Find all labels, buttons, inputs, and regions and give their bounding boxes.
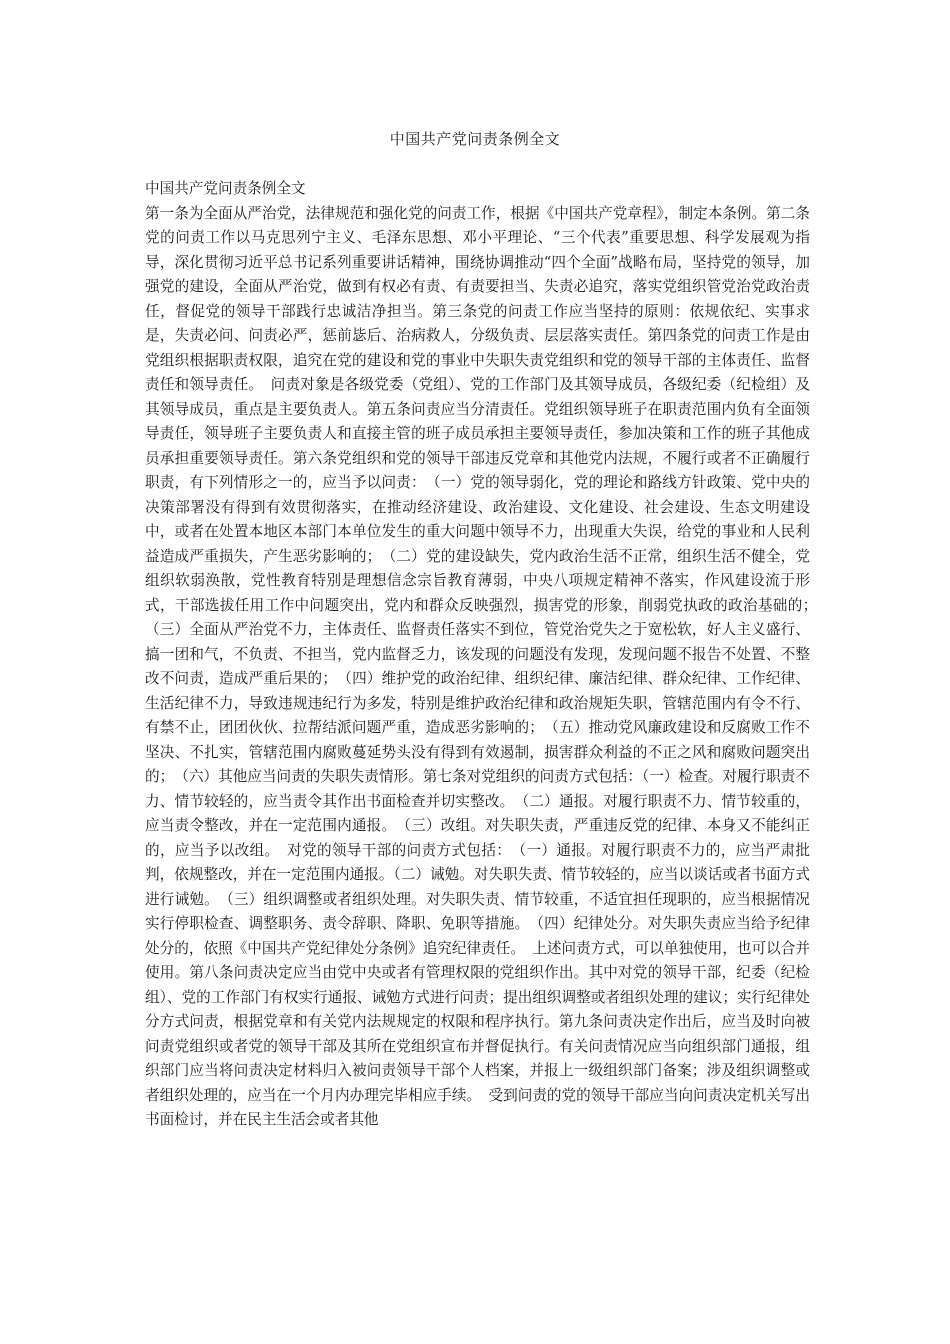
- document-subtitle: 中国共产党问责条例全文: [145, 180, 306, 197]
- document-title: 中国共产党问责条例全文: [389, 130, 561, 148]
- document-paragraph: 第一条为全面从严治党，法律规范和强化党的问责工作，根据《中国共产党章程》，制定本条例。第二条党的问责工作以马克思列宁主义、毛泽东思想、邓小平理论、“三个代表”重要思想、科学发展观为指导，深化贯彻习近平总书记系列重要讲话精神，围绕协调推动“四个全面”战略布局，坚持党的领导，加强党的建设，全面从严治党，做到有权必有责、有责要担当、失责必追究，落实党组织管党治党政治责任，督促党的领导干部践行忠诚洁净担当。第三条党的问责工作应当坚持的原则：依规依纪、实事求是，失责必问、问责必严，惩前毖后、治病救人，分级负责、层层落实责任。第四条党的问责工作是由党组织根据职责权限，追究在党的建设和党的事业中失职失责党组织和党的领导干部的主体责任、监督责任和领导责任。 问责对象是各级党委（党组）、党的工作部门及其领导成员，各级纪委（纪检组）及其领导成员，重点是主要负责人。第五条问责应当分清责任。党组织领导班子在职责范围内负有全面领导责任，领导班子主要负责人和直接主管的班子成员承担主要领导责任，参加决策和工作的班子其他成员承担重要领导责任。第六条党组织和党的领导干部违反党章和其他党内法规，不履行或者不正确履行职责，有下列情形之一的，应当予以问责： （一）党的领导弱化，党的理论和路线方针政策、党中央的决策部署没有得到有效贯彻落实，在推动经济建设、政治建设、文化建设、社会建设、生态文明建设中，或者在处置本地区本部门本单位发生的重大问题中领导不力，出现重大失误，给党的事业和人民利益造成严重损失，产生恶劣影响的； （二）党的建设缺失，党内政治生活不正常，组织生活不健全，党组织软弱涣散，党性教育特别是理想信念宗旨教育薄弱，中央八项规定精神不落实，作风建设流于形式，干部选拔任用工作中问题突出，党内和群众反映强烈，损害党的形象，削弱党执政的政治基础的； （三）全面从严治党不力，主体责任、监督责任落实不到位，管党治党失之于宽松软，好人主义盛行、搞一团和气，不负责、不担当，党内监督乏力，该发现的问题没有发现，发现问题不报告不处置、不整改不问责，造成严重后果的； （四）维护党的政治纪律、组织纪律、廉洁纪律、群众纪律、工作纪律、生活纪律不力，导致违规违纪行为多发，特别是维护政治纪律和政治规矩失职，管辖范围内有令不行、有禁不止，团团伙伙、拉帮结派问题严重，造成恶劣影响的； （五）推动党风廉政建设和反腐败工作不坚决、不扎实，管辖范围内腐败蔓延势头没有得到有效遏制，损害群众利益的不正之风和腐败问题突出的； （六）其他应当问责的失职失责情形。第七条对党组织的问责方式包括：（一）检查。对履行职责不力、情节较轻的，应当责令其作出书面检查并切实整改。 （二）通报。对履行职责不力、情节较重的，应当责令整改，并在一定范围内通报。 （三）改组。对失职失责，严重违反党的纪律、本身又不能纠正的，应当予以改组。 对党的领导干部的问责方式包括： （一）通报。对履行职责不力的，应当严肃批判，依规整改，并在一定范围内通报。（二）诫勉。对失职失责、情节较轻的，应当以谈话或者书面方式进行诫勉。 （三）组织调整或者组织处理。对失职失责、情节较重，不适宜担任现职的，应当根据情况实行停职检查、调整职务、责令辞职、降职、免职等措施。 （四）纪律处分。对失职失责应当给予纪律处分的，依照《中国共产党纪律处分条例》追究纪律责任。 上述问责方式，可以单独使用，也可以合并使用。第八条问责决定应当由党中央或者有管理权限的党组织作出。其中对党的领导干部，纪委（纪检组）、党的工作部门有权实行通报、诫勉方式进行问责；提出组织调整或者组织处理的建议；实行纪律处分方式问责，根据党章和有关党内法规规定的权限和程序执行。第九条问责决定作出后，应当及时向被问责党组织或者党的领导干部及其所在党组织宣布并督促执行。有关问责情况应当向组织部门通报，组织部门应当将问责决定材料归入被问责领导干部个人档案，并报上一级组织部门备案；涉及组织调整或者组织处理的，应当在一个月内办理完毕相应手续。 受到问责的党的领导干部应当向问责决定机关写出书面检讨，并在民主生活会或者其他: [145, 204, 825, 1128]
- document-body: [145, 177, 825, 1133]
